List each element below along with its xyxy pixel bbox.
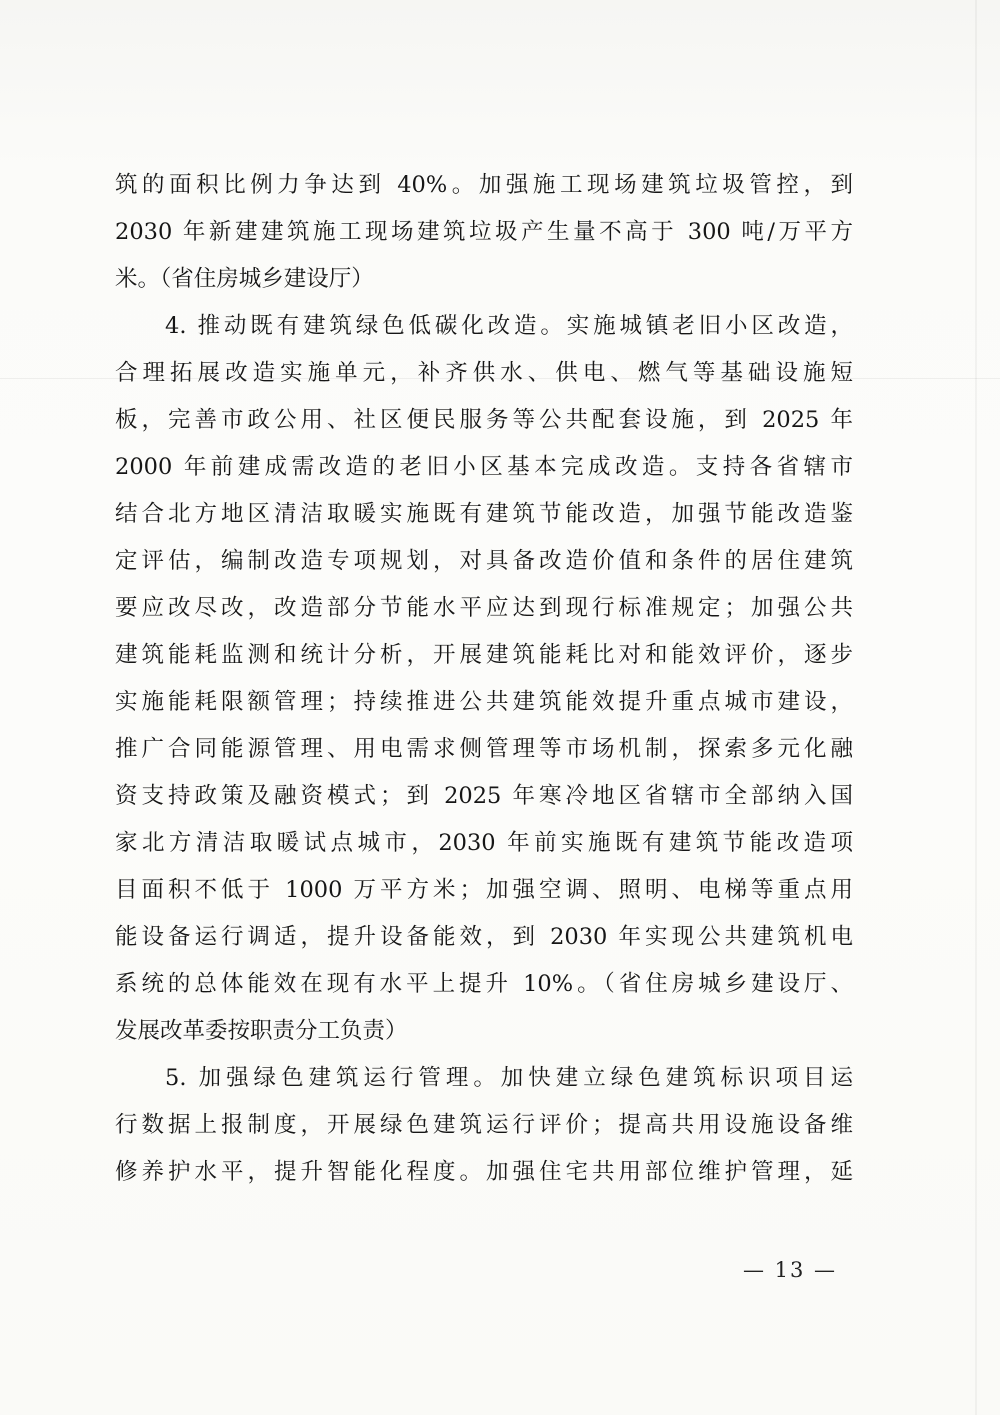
text-line: 系统的总体能效在现有水平上提升 10%。（省住房城乡建设厅、 [115,971,853,997]
text-line: 建筑能耗监测和统计分析，开展建筑能耗比对和能效评价，逐步 [115,642,853,668]
text-line: 定评估，编制改造专项规划，对具备改造价值和条件的居住建筑 [115,548,853,574]
body-text [115,162,853,1196]
text-line: 米。（省住房城乡建设厅） [115,266,374,292]
text-line: 结合北方地区清洁取暖实施既有建筑节能改造，加强节能改造鉴 [115,501,853,527]
text-line: 板，完善市政公用、社区便民服务等公共配套设施，到 2025 年 [115,407,853,433]
text-line: 修养护水平，提升智能化程度。加强住宅共用部位维护管理，延 [115,1159,853,1185]
text-line: 实施能耗限额管理；持续推进公共建筑能效提升重点城市建设， [115,689,853,715]
text-line: 2030 年新建建筑施工现场建筑垃圾产生量不高于 300 吨/万平方 [115,219,853,245]
text-line: 筑的面积比例力争达到 40%。加强施工现场建筑垃圾管控，到 [115,172,853,198]
text-line: 推广合同能源管理、用电需求侧管理等市场机制，探索多元化融 [115,736,853,762]
text-line: 2000 年前建成需改造的老旧小区基本完成改造。支持各省辖市 [115,454,853,480]
text-line: 要应改尽改，改造部分节能水平应达到现行标准规定；加强公共 [115,595,853,621]
text-line: 目面积不低于 1000 万平方米；加强空调、照明、电梯等重点用 [115,877,853,903]
text-line: 资支持政策及融资模式；到 2025 年寒冷地区省辖市全部纳入国 [115,783,853,809]
text-line: 家北方清洁取暖试点城市，2030 年前实施既有建筑节能改造项 [115,830,853,856]
page-number: — 13 — [742,1258,838,1282]
text-line: 能设备运行调适，提升设备能效，到 2030 年实现公共建筑机电 [115,924,853,950]
text-line: 5. 加强绿色建筑运行管理。加快建立绿色建筑标识项目运 [165,1065,853,1091]
text-line: 合理拓展改造实施单元，补齐供水、供电、燃气等基础设施短 [115,360,853,386]
text-line: 行数据上报制度，开展绿色建筑运行评价；提高共用设施设备维 [115,1112,853,1138]
text-line: 4. 推动既有建筑绿色低碳化改造。实施城镇老旧小区改造， [165,313,853,339]
text-line: 发展改革委按职责分工负责） [115,1018,408,1044]
scan-artifact-edge [975,0,977,1415]
